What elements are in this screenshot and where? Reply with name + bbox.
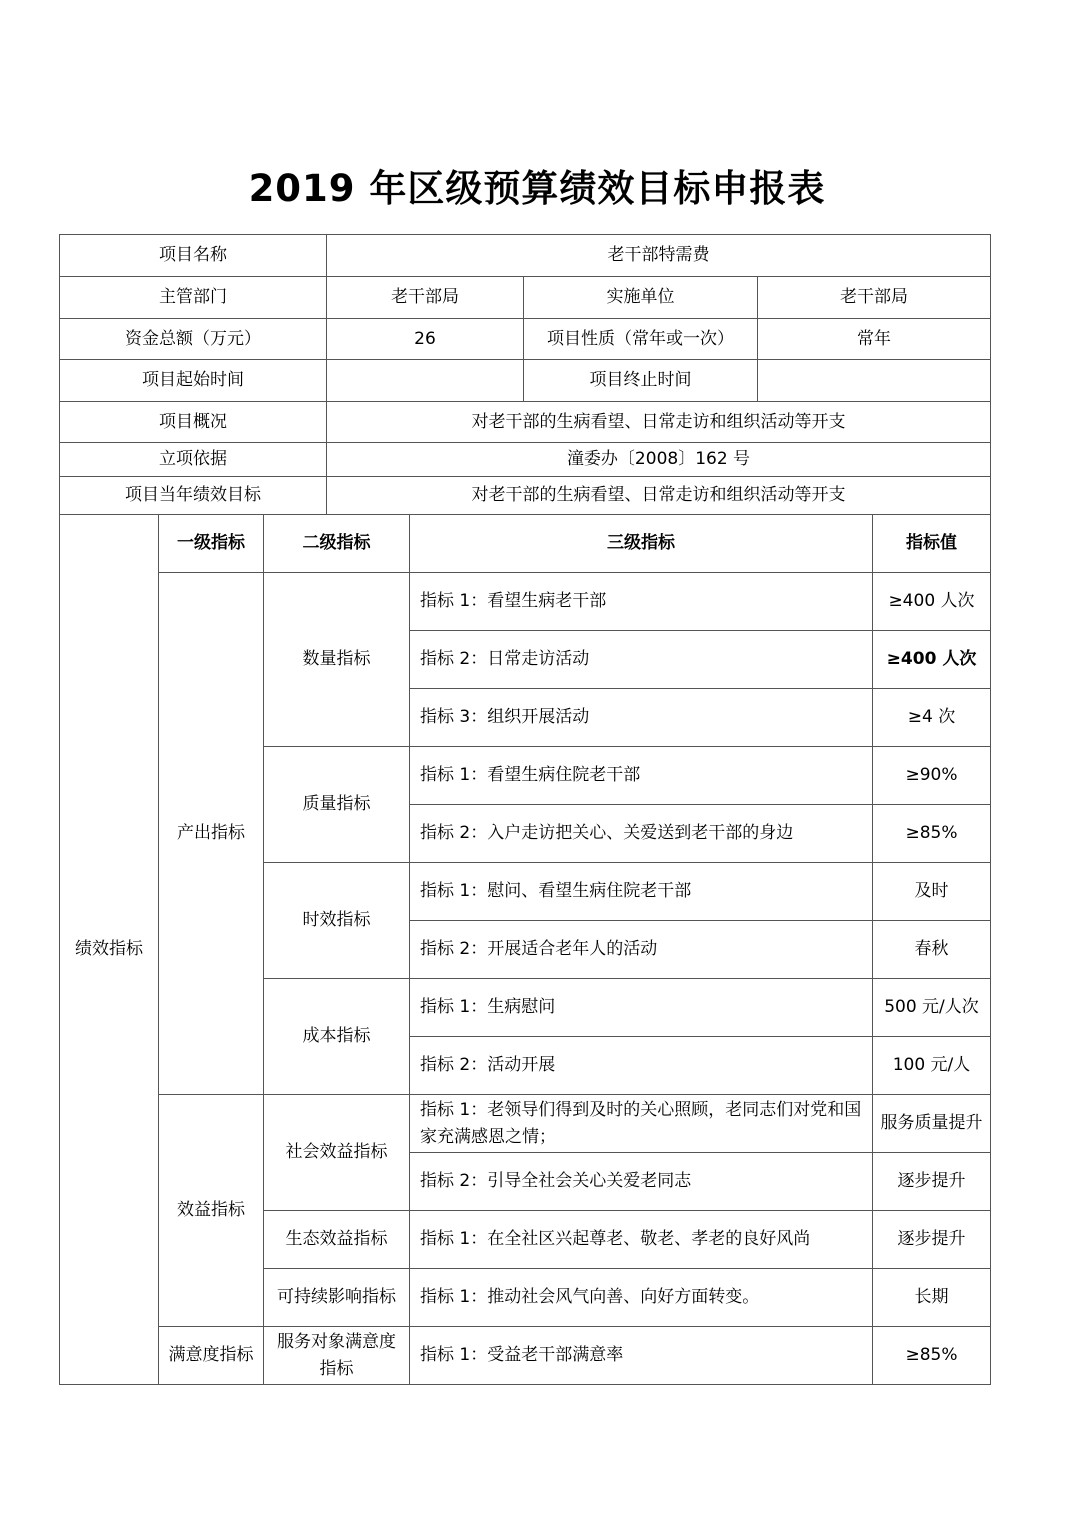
satisfaction-label: 满意度指标 <box>159 1327 264 1385</box>
goal-label: 项目当年绩效目标 <box>60 477 327 515</box>
table-row <box>60 319 991 360</box>
table-header-row <box>60 515 991 573</box>
header-l1: 一级指标 <box>159 515 264 573</box>
indicator-name: 指标 1：生病慰问 <box>410 979 873 1037</box>
fund-value: 26 <box>327 319 524 360</box>
indicator-name: 指标 2：活动开展 <box>410 1037 873 1095</box>
service-satisfaction-label: 服务对象满意度指标 <box>264 1327 410 1385</box>
indicator-value: ≥4 次 <box>873 689 991 747</box>
basis-label: 立项依据 <box>60 443 327 477</box>
table-row <box>60 477 991 515</box>
header-l3: 三级指标 <box>410 515 873 573</box>
table-row <box>60 235 991 277</box>
indicator-name: 指标 1：在全社区兴起尊老、敬老、孝老的良好风尚 <box>410 1211 873 1269</box>
output-label: 产出指标 <box>159 573 264 1095</box>
indicator-value: ≥90% <box>873 747 991 805</box>
unit-value: 老干部局 <box>758 277 991 319</box>
indicator-name: 指标 1：受益老干部满意率 <box>410 1327 873 1385</box>
indicator-value: ≥85% <box>873 1327 991 1385</box>
table-row <box>60 360 991 402</box>
overview-value: 对老干部的生病看望、日常走访和组织活动等开支 <box>327 402 991 443</box>
indicator-value: ≥85% <box>873 805 991 863</box>
indicator-name: 指标 1：推动社会风气向善、向好方面转变。 <box>410 1269 873 1327</box>
indicator-name: 指标 1：慰问、看望生病住院老干部 <box>410 863 873 921</box>
benefit-label: 效益指标 <box>159 1095 264 1327</box>
end-label: 项目终止时间 <box>524 360 758 402</box>
ecology-label: 生态效益指标 <box>264 1211 410 1269</box>
page-title: 2019 年区级预算绩效目标申报表 <box>248 167 826 210</box>
indicator-value: 长期 <box>873 1269 991 1327</box>
indicator-name: 指标 2：引导全社会关心关爱老同志 <box>410 1153 873 1211</box>
indicator-value: 100 元/人 <box>873 1037 991 1095</box>
project-name-value: 老干部特需费 <box>327 235 991 277</box>
sustain-label: 可持续影响指标 <box>264 1269 410 1327</box>
quality-label: 质量指标 <box>264 747 410 863</box>
header-value: 指标值 <box>873 515 991 573</box>
start-value <box>327 360 524 402</box>
cost-label: 成本指标 <box>264 979 410 1095</box>
dept-label: 主管部门 <box>60 277 327 319</box>
indicator-value: 500 元/人次 <box>873 979 991 1037</box>
indicator-name: 指标 1：老领导们得到及时的关心照顾，老同志们对党和国家充满感恩之情； <box>410 1095 873 1153</box>
table-row <box>60 573 991 631</box>
end-value <box>758 360 991 402</box>
indicator-value: 春秋 <box>873 921 991 979</box>
indicator-name: 指标 2：开展适合老年人的活动 <box>410 921 873 979</box>
indicator-name: 指标 2：入户走访把关心、关爱送到老干部的身边 <box>410 805 873 863</box>
table-row <box>60 277 991 319</box>
indicator-value: 服务质量提升 <box>873 1095 991 1153</box>
indicator-name: 指标 1：看望生病住院老干部 <box>410 747 873 805</box>
project-info-table <box>59 234 991 515</box>
quantity-label: 数量指标 <box>264 573 410 747</box>
indicator-name: 指标 3：组织开展活动 <box>410 689 873 747</box>
timeliness-label: 时效指标 <box>264 863 410 979</box>
nature-label: 项目性质（常年或一次） <box>524 319 758 360</box>
table-row <box>60 1095 991 1153</box>
basis-value: 潼委办〔2008〕162 号 <box>327 443 991 477</box>
header-l2: 二级指标 <box>264 515 410 573</box>
dept-value: 老干部局 <box>327 277 524 319</box>
unit-label: 实施单位 <box>524 277 758 319</box>
nature-value: 常年 <box>758 319 991 360</box>
start-label: 项目起始时间 <box>60 360 327 402</box>
table-row <box>60 1327 991 1385</box>
indicator-name: 指标 1：看望生病老干部 <box>410 573 873 631</box>
indicator-value: 逐步提升 <box>873 1211 991 1269</box>
goal-value: 对老干部的生病看望、日常走访和组织活动等开支 <box>327 477 991 515</box>
fund-label: 资金总额（万元） <box>60 319 327 360</box>
perf-section-label: 绩效指标 <box>60 515 159 1385</box>
indicator-value: 及时 <box>873 863 991 921</box>
indicator-value: ≥400 人次 <box>873 573 991 631</box>
indicator-value: ≥400 人次 <box>873 631 991 689</box>
performance-table <box>59 514 991 1385</box>
table-row <box>60 443 991 477</box>
indicator-value: 逐步提升 <box>873 1153 991 1211</box>
table-row <box>60 402 991 443</box>
overview-label: 项目概况 <box>60 402 327 443</box>
indicator-name: 指标 2：日常走访活动 <box>410 631 873 689</box>
project-name-label: 项目名称 <box>60 235 327 277</box>
social-label: 社会效益指标 <box>264 1095 410 1211</box>
